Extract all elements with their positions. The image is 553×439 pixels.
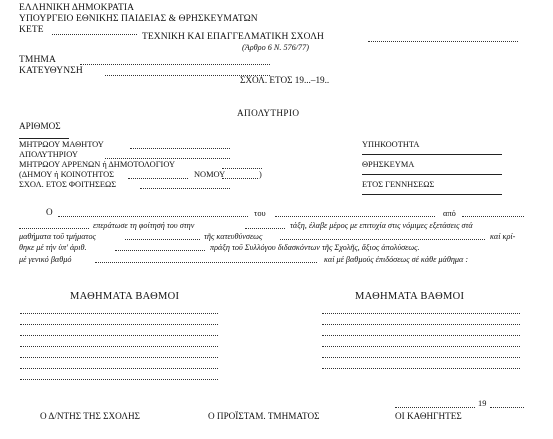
sxol-etos-dotline: [140, 188, 230, 189]
body-line3-dotline-b: [280, 239, 485, 240]
body-tou: του: [254, 209, 266, 218]
label-sxol-etos-foitiseos: ΣΧΟΛ. ΕΤΟΣ ΦΟΙΤΗΣΕΩΣ: [19, 180, 117, 189]
subject-right-row: [322, 346, 520, 347]
subject-right-row: [322, 368, 520, 369]
thriskeuma-rule: [362, 174, 502, 175]
nomou-dotline: [222, 178, 258, 179]
body-line3c: καί κρί-: [490, 232, 516, 241]
date-dotline-right: [490, 407, 524, 408]
header-republic: ΕΛΛΗΝΙΚΗ ΔΗΜΟΚΡΑΤΙΑ: [19, 3, 135, 13]
label-tmima: ΤΜΗΜΑ: [19, 55, 56, 65]
school-dotline: [368, 41, 518, 42]
date-year: 19: [478, 399, 487, 408]
body-line3-dotline-a: [125, 239, 200, 240]
document-title: ΑΠΟΛΥΤΗΡΙΟ: [237, 108, 300, 118]
paren-close: ): [259, 170, 262, 179]
body-o: Ο: [46, 207, 53, 217]
body-line3b: τῆς κατευθύνσεως: [204, 232, 263, 241]
body-line4b: πράξη τοῦ Συλλόγου διδασκόντων τῆς Σχολῆς, ἄξιος ἀπολύσεως.: [210, 243, 420, 252]
label-thriskeuma: ΘΡΗΣΚΕΥΜΑ: [362, 160, 415, 169]
body-line3a: μαθήματα τοῦ τμήματος: [19, 232, 96, 241]
apolytiriou-dotline: [105, 158, 230, 159]
label-etos-gennisews: ΕΤΟΣ ΓΕΝΝΗΣΕΩΣ: [362, 180, 435, 189]
label-mitroou-mathitou: ΜΗΤΡΩΟΥ ΜΑΘΗΤΟΥ: [19, 140, 104, 149]
body-tou-dotline: [275, 216, 435, 217]
subject-left-row: [20, 368, 218, 369]
body-line4a: θηκε μέ τήν ὑπ' ἀριθ.: [19, 243, 87, 252]
subject-left-row: [20, 335, 218, 336]
subject-left-row: [20, 324, 218, 325]
label-arithmos: ΑΡΙΘΜΟΣ: [19, 121, 61, 131]
school-year: ΣΧΟΛ. ΕΤΟΣ 19...–19..: [240, 75, 330, 85]
label-nomou: ΝΟΜΟΥ: [194, 170, 226, 179]
label-kateuthynsi: ΚΑΤΕΥΘΥΝΣΗ: [19, 66, 83, 76]
subject-left-row: [20, 357, 218, 358]
signature-teachers: ΟΙ ΚΑΘΗΓΗΤΕΣ: [395, 411, 462, 421]
body-line2-mid-dotline: [245, 228, 285, 229]
subject-right-row: [322, 324, 520, 325]
label-apolytiriou: ΑΠΟΛΥΤΗΡΙΟΥ: [19, 150, 78, 159]
body-apo-dotline: [462, 216, 524, 217]
header-law: (Άρθρο 6 Ν. 576/77): [242, 43, 309, 52]
body-line5b: καί μέ βαθμούς ἐπιδόσεως σέ κάθε μάθημα :: [324, 255, 469, 264]
tmima-dotline: [80, 64, 270, 65]
date-dotline-left: [395, 407, 475, 408]
subjects-right-header: ΜΑΘΗΜΑΤΑ ΒΑΘΜΟΙ: [355, 291, 465, 302]
kete-dotline: [52, 34, 137, 35]
body-line4-dotline: [115, 250, 205, 251]
body-apo: από: [443, 209, 456, 218]
mitroou-mathitou-dotline: [130, 148, 230, 149]
subject-right-row: [322, 335, 520, 336]
body-line5a: μέ γενικό βαθμό: [19, 255, 72, 264]
body-line5-dotline: [95, 262, 317, 263]
body-line2-dotline: [19, 228, 89, 229]
subjects-left-header: ΜΑΘΗΜΑΤΑ ΒΑΘΜΟΙ: [70, 291, 180, 302]
subject-left-row: [20, 379, 218, 380]
etos-gennisews-rule: [362, 194, 502, 195]
subject-left-row: [20, 346, 218, 347]
subject-right-row: [322, 313, 520, 314]
label-ypikootita: ΥΠΗΚΟΟΤΗΤΑ: [362, 140, 420, 149]
mitroou-arrenon-dotline: [222, 168, 262, 169]
body-name-dotline: [58, 216, 248, 217]
arithmos-rule: [19, 138, 69, 139]
dimou-dotline: [128, 178, 188, 179]
subject-right-row: [322, 357, 520, 358]
header-school: ΤΕΧΝΙΚΗ ΚΑΙ ΕΠΑΓΓΕΛΜΑΤΙΚΗ ΣΧΟΛΗ: [142, 32, 325, 42]
label-mitroou-arrenon: ΜΗΤΡΩΟΥ ΑΡΡΕΝΩΝ ή ΔΗΜΟΤΟΛΟΓΙΟΥ: [19, 160, 176, 169]
header-ministry: ΥΠΟΥΡΓΕΙΟ ΕΘΝΙΚΗΣ ΠΑΙΔΕΙΑΣ & ΘΡΗΣΚΕΥΜΑΤΩΝ: [19, 14, 258, 24]
header-kete: ΚΕΤΕ: [19, 25, 44, 35]
label-dimou: (ΔΗΜΟΥ ή ΚΟΙΝΟΤΗΤΟΣ: [19, 170, 115, 179]
signature-head: Ο ΠΡΟΪΣΤΑΜ. ΤΜΗΜΑΤΟΣ: [208, 411, 320, 421]
signature-director: Ο Δ/ΝΤΗΣ ΤΗΣ ΣΧΟΛΗΣ: [40, 411, 140, 421]
body-line2: επεράτωσε τη φοίτησή του στην: [93, 221, 195, 230]
ypikootita-rule: [362, 154, 502, 155]
body-line2b: τάξη, έλαβε μέρος με επιτυχία στις νόμιμες εξετάσεις στά: [290, 221, 473, 230]
subject-left-row: [20, 313, 218, 314]
